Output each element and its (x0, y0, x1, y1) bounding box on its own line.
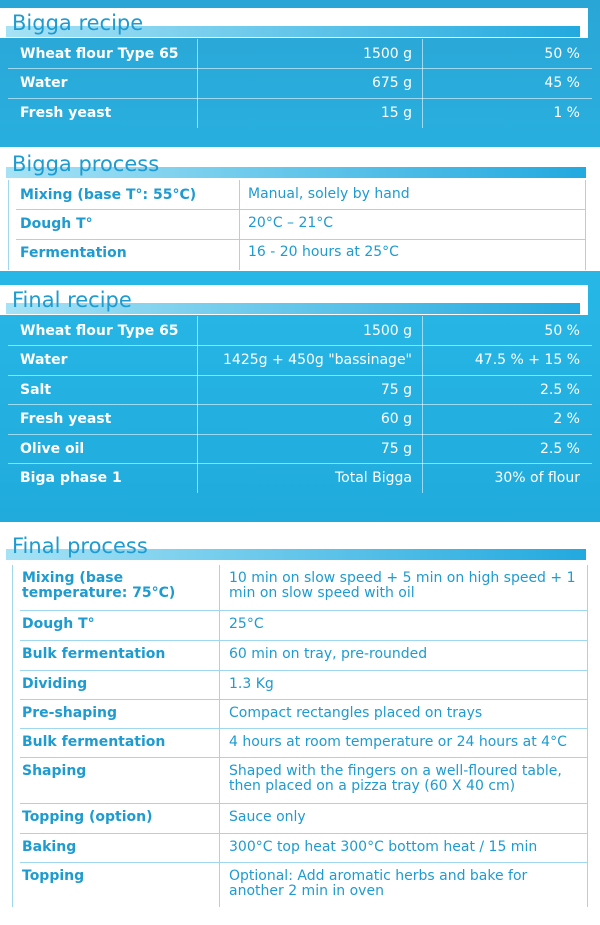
step-detail: Compact rectangles placed on trays (229, 705, 483, 721)
step-name: Pre-shaping (22, 705, 118, 721)
table-row (12, 611, 588, 641)
table-row (0, 316, 600, 346)
ingredient-percent: 2 % (553, 411, 580, 428)
table-row (12, 729, 588, 758)
table-row (8, 209, 586, 238)
table-row (12, 834, 588, 863)
step-name: Topping (22, 868, 85, 884)
table-row (8, 180, 586, 209)
ingredient-amount: 60 g (380, 411, 412, 428)
ingredient-amount: 75 g (380, 381, 412, 398)
ingredient-percent: 2.5 % (539, 440, 580, 457)
step-name: Topping (option) (22, 809, 153, 825)
ingredient-percent: 30% of flour (494, 470, 580, 487)
step-detail: 4 hours at room temperature or 24 hours at 4°C (229, 734, 567, 750)
step-name: Dough T° (22, 616, 95, 632)
table-row (0, 69, 600, 99)
ingredient-name: Salt (20, 381, 52, 398)
step-detail: 1.3 Kg (229, 676, 274, 692)
ingredient-name: Water (20, 75, 68, 92)
step-detail: Optional: Add aromatic herbs and bake for another 2 min in oven (229, 868, 528, 899)
table-row (12, 641, 588, 671)
table-row (0, 375, 600, 405)
step-name: Mixing (base temperature: 75°C) (22, 570, 176, 601)
table-row (12, 565, 588, 611)
step-detail: 20°C – 21°C (248, 215, 334, 231)
bigga-process-title-bar (0, 149, 600, 179)
ingredient-name: Fresh yeast (20, 411, 112, 428)
ingredient-amount: 1425g + 450g "bassinage" (223, 352, 412, 369)
step-detail: 60 min on tray, pre-rounded (229, 646, 428, 662)
ingredient-amount: 1500 g (363, 45, 412, 62)
final-process-title-bar (0, 531, 600, 561)
table-row (12, 671, 588, 700)
step-name: Fermentation (20, 244, 127, 261)
table-row (12, 700, 588, 729)
bigga-recipe-title-bar (0, 8, 588, 38)
ingredient-percent: 47.5 % + 15 % (474, 352, 580, 369)
bigga-process-title: Bigga process (12, 152, 160, 176)
ingredient-percent: 50 % (544, 322, 580, 339)
step-detail: 25°C (229, 616, 264, 632)
ingredient-amount: 15 g (380, 104, 412, 121)
final-process-section (0, 522, 600, 925)
step-name: Bulk fermentation (22, 646, 166, 662)
step-detail: Sauce only (229, 809, 306, 825)
table-row (12, 863, 588, 906)
table-row (0, 98, 600, 128)
ingredient-name: Wheat flour Type 65 (20, 322, 179, 339)
ingredient-amount: 1500 g (363, 322, 412, 339)
step-detail: Shaped with the fingers on a well-floured table, then placed on a pizza tray (60 X 40 cm) (229, 763, 562, 794)
step-name: Shaping (22, 763, 87, 779)
step-name: Mixing (base T°: 55°C) (20, 186, 197, 203)
ingredient-percent: 45 % (544, 75, 580, 92)
step-detail: 10 min on slow speed + 5 min on high speed + 1 min on slow speed with oil (229, 570, 576, 601)
table-row (0, 434, 600, 464)
ingredient-amount: 675 g (371, 75, 412, 92)
bigga-process-section (0, 147, 600, 271)
table-row (12, 804, 588, 834)
step-name: Dividing (22, 676, 88, 692)
ingredient-percent: 2.5 % (539, 381, 580, 398)
table-row (0, 346, 600, 376)
table-row (8, 238, 586, 267)
ingredient-name: Wheat flour Type 65 (20, 45, 179, 62)
ingredient-percent: 50 % (544, 45, 580, 62)
bigga-recipe-title: Bigga recipe (12, 11, 144, 35)
table-row (0, 405, 600, 435)
final-recipe-title-bar (0, 285, 588, 315)
ingredient-name: Water (20, 352, 68, 369)
step-name: Baking (22, 839, 77, 855)
ingredient-percent: 1 % (553, 104, 580, 121)
step-detail: Manual, solely by hand (248, 186, 410, 202)
final-process-title: Final process (12, 534, 148, 558)
table-row (12, 758, 588, 804)
step-name: Dough T° (20, 215, 93, 232)
ingredient-amount: Total Bigga (335, 470, 412, 487)
step-detail: 16 - 20 hours at 25°C (248, 244, 399, 260)
step-detail: 300°C top heat 300°C bottom heat / 15 min (229, 839, 538, 855)
table-row (0, 464, 600, 494)
ingredient-name: Biga phase 1 (20, 470, 122, 487)
step-name: Bulk fermentation (22, 734, 166, 750)
ingredient-name: Olive oil (20, 440, 85, 457)
final-recipe-title: Final recipe (12, 288, 132, 312)
table-row (0, 39, 600, 69)
ingredient-amount: 75 g (380, 440, 412, 457)
ingredient-name: Fresh yeast (20, 104, 112, 121)
